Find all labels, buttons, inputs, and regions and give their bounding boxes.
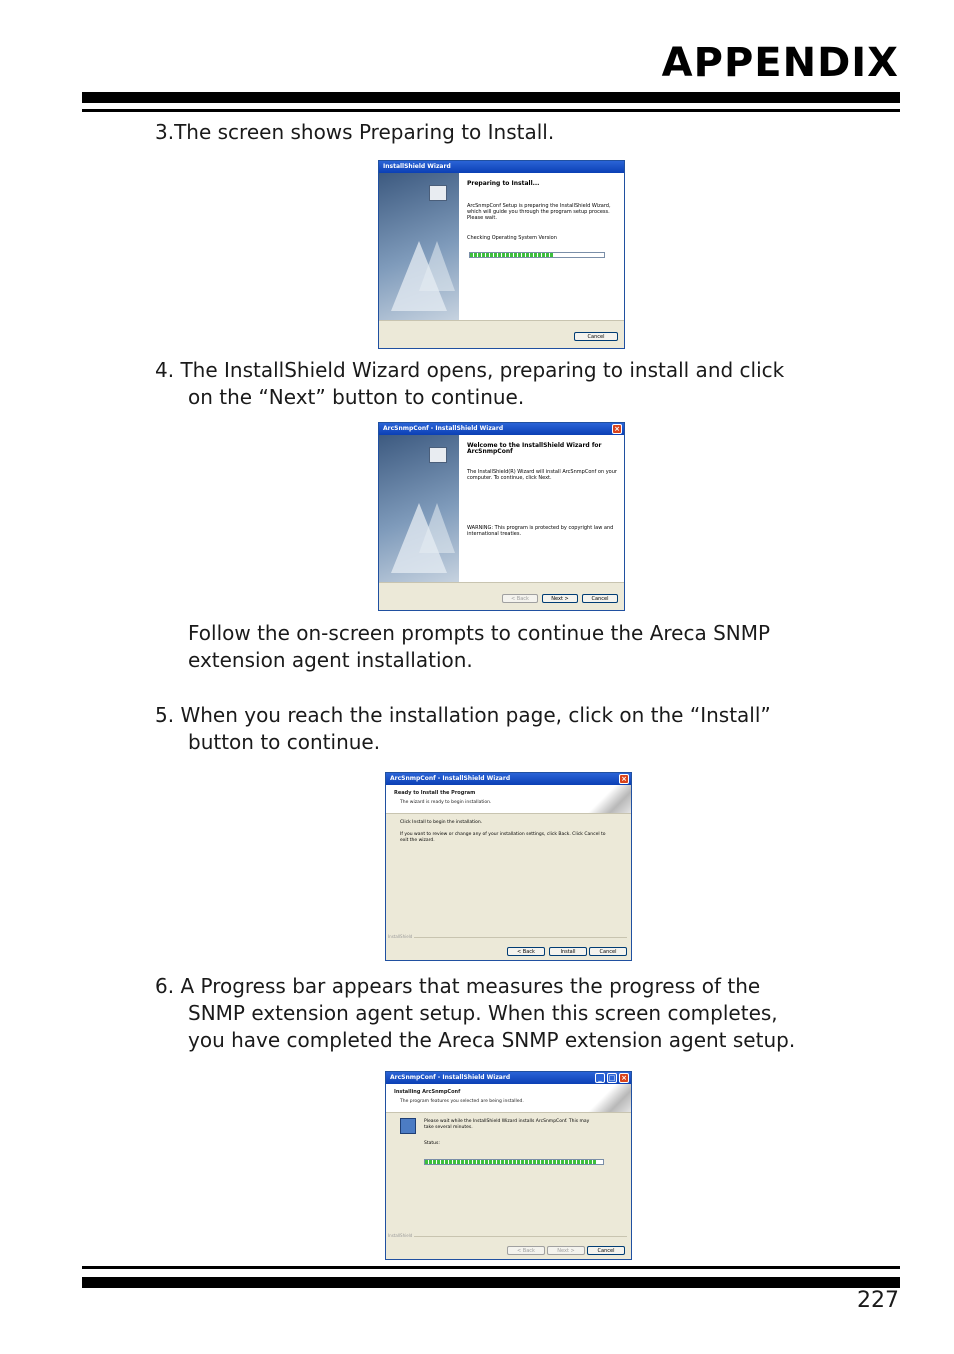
close-icon[interactable]: ×	[619, 1073, 629, 1083]
progress-bar	[424, 1159, 604, 1165]
close-icon[interactable]: ×	[612, 424, 622, 434]
wizard-side-panel	[379, 173, 459, 321]
step-5-line-1: 5. When you reach the installation page, click on the “Install”	[155, 703, 771, 727]
window-titlebar	[386, 1072, 631, 1084]
back-button[interactable]: < Back	[507, 1246, 545, 1255]
dialog-header	[386, 785, 631, 814]
window-title: ArcSnmpConf - InstallShield Wizard	[390, 775, 511, 782]
wizard-body-1: The InstallShield(R) Wizard will install ArcSnmpConf on your	[467, 469, 617, 475]
page-number: 227	[857, 1288, 899, 1313]
setup-icon	[400, 1118, 416, 1134]
window-titlebar	[386, 773, 631, 785]
window-title: InstallShield Wizard	[383, 163, 451, 170]
dialog-heading: Ready to Install the Program	[394, 790, 476, 796]
step-6-line-2: SNMP extension agent setup. When this screen completes,	[188, 1001, 778, 1025]
screenshot-preparing-to-install	[378, 160, 625, 349]
step-6-text	[155, 973, 895, 1054]
dialog-text-2: If you want to review or change any of your installation settings, click Back. Click Cancel to	[400, 832, 606, 837]
follow-prompts-text	[155, 620, 895, 674]
next-button[interactable]: Next >	[547, 1246, 585, 1255]
dialog-body	[386, 1084, 631, 1259]
graphic-fin	[419, 503, 455, 553]
dialog-text-3: exit the wizard.	[400, 838, 435, 843]
step-3-line: 3.The screen shows Preparing to Install.	[155, 120, 555, 144]
installshield-brand: InstallShield	[388, 934, 413, 939]
header-rule-thin	[82, 109, 900, 112]
dialog-body	[386, 785, 631, 960]
computer-icon	[429, 185, 447, 201]
back-button[interactable]: < Back	[507, 947, 545, 956]
minimize-icon[interactable]: _	[595, 1073, 605, 1083]
window-titlebar	[379, 423, 624, 435]
screenshot-ready-to-install	[385, 772, 632, 961]
wizard-footer	[379, 320, 624, 348]
computer-icon	[429, 447, 447, 463]
dialog-subheading: The program features you selected are being installed.	[400, 1099, 524, 1104]
window-titlebar	[379, 161, 624, 173]
step-5-line-2: button to continue.	[188, 730, 381, 754]
step-4-line-1: 4. The InstallShield Wizard opens, preparing to install and click	[155, 358, 785, 382]
cancel-button[interactable]: Cancel	[589, 947, 627, 956]
installshield-brand: InstallShield	[388, 1233, 413, 1238]
wizard-heading-2: ArcSnmpConf	[467, 448, 513, 455]
progress-fill	[425, 1160, 596, 1164]
progress-fill	[470, 253, 553, 257]
step-4-line-2: on the “Next” button to continue.	[188, 385, 525, 409]
dialog-heading: Installing ArcSnmpConf	[394, 1089, 461, 1095]
wizard-body-3: Please wait.	[467, 215, 497, 221]
header-rule-thick	[82, 92, 900, 103]
maximize-icon[interactable]: □	[608, 1074, 616, 1082]
window-title: ArcSnmpConf - InstallShield Wizard	[383, 425, 504, 432]
wizard-heading: Preparing to Install...	[467, 180, 540, 187]
install-button[interactable]: Install	[549, 947, 587, 956]
next-button[interactable]: Next >	[542, 594, 578, 603]
follow-line-2: extension agent installation.	[188, 648, 473, 672]
wizard-body-2: computer. To continue, click Next.	[467, 475, 552, 481]
step-3-text	[155, 119, 895, 146]
cancel-button[interactable]: Cancel	[582, 594, 618, 603]
wizard-heading-1: Welcome to the InstallShield Wizard for	[467, 442, 602, 449]
dialog-text-2: take several minutes.	[424, 1125, 473, 1130]
wizard-body-2: which will guide you through the program setup process.	[467, 209, 610, 215]
wizard-status: Checking Operating System Version	[467, 235, 557, 241]
step-6-line-3: you have completed the Areca SNMP extension agent setup.	[188, 1028, 796, 1052]
warning-2: international treaties.	[467, 531, 522, 537]
brand-divider	[414, 937, 627, 938]
screenshot-installing	[385, 1071, 632, 1260]
close-icon[interactable]: ×	[619, 774, 629, 784]
page-curl-graphic	[587, 1084, 631, 1112]
page-curl-graphic	[587, 785, 631, 813]
cancel-button[interactable]: Cancel	[574, 332, 618, 341]
warning-1: WARNING: This program is protected by copyright law and	[467, 525, 614, 531]
footer-rule-thick	[82, 1277, 900, 1288]
wizard-content	[467, 181, 618, 244]
screenshot-welcome	[378, 422, 625, 611]
follow-line-1: Follow the on-screen prompts to continue the Areca SNMP	[188, 621, 771, 645]
progress-bar	[469, 252, 605, 258]
back-button[interactable]: < Back	[502, 594, 538, 603]
step-6-line-1: 6. A Progress bar appears that measures the progress of the	[155, 974, 761, 998]
cancel-button[interactable]: Cancel	[587, 1246, 625, 1255]
step-5-text	[155, 702, 895, 756]
wizard-body-1: ArcSnmpConf Setup is preparing the InstallShield Wizard,	[467, 203, 611, 209]
dialog-subheading: The wizard is ready to begin installation.	[400, 800, 492, 805]
wizard-side-panel	[379, 435, 459, 583]
dialog-header	[386, 1084, 631, 1113]
graphic-fin	[419, 241, 455, 291]
footer-rule-thin	[82, 1266, 900, 1269]
dialog-text-1: Click Install to begin the installation.	[400, 820, 483, 825]
page-title: APPENDIX	[661, 40, 899, 86]
dialog-text-1: Please wait while the InstallShield Wizard installs ArcSnmpConf. This may	[424, 1119, 590, 1124]
step-4-text	[155, 357, 895, 411]
wizard-footer	[379, 582, 624, 610]
status-label: Status:	[424, 1141, 440, 1146]
brand-divider	[414, 1236, 627, 1237]
window-title: ArcSnmpConf - InstallShield Wizard	[390, 1074, 511, 1081]
wizard-content	[467, 443, 618, 540]
